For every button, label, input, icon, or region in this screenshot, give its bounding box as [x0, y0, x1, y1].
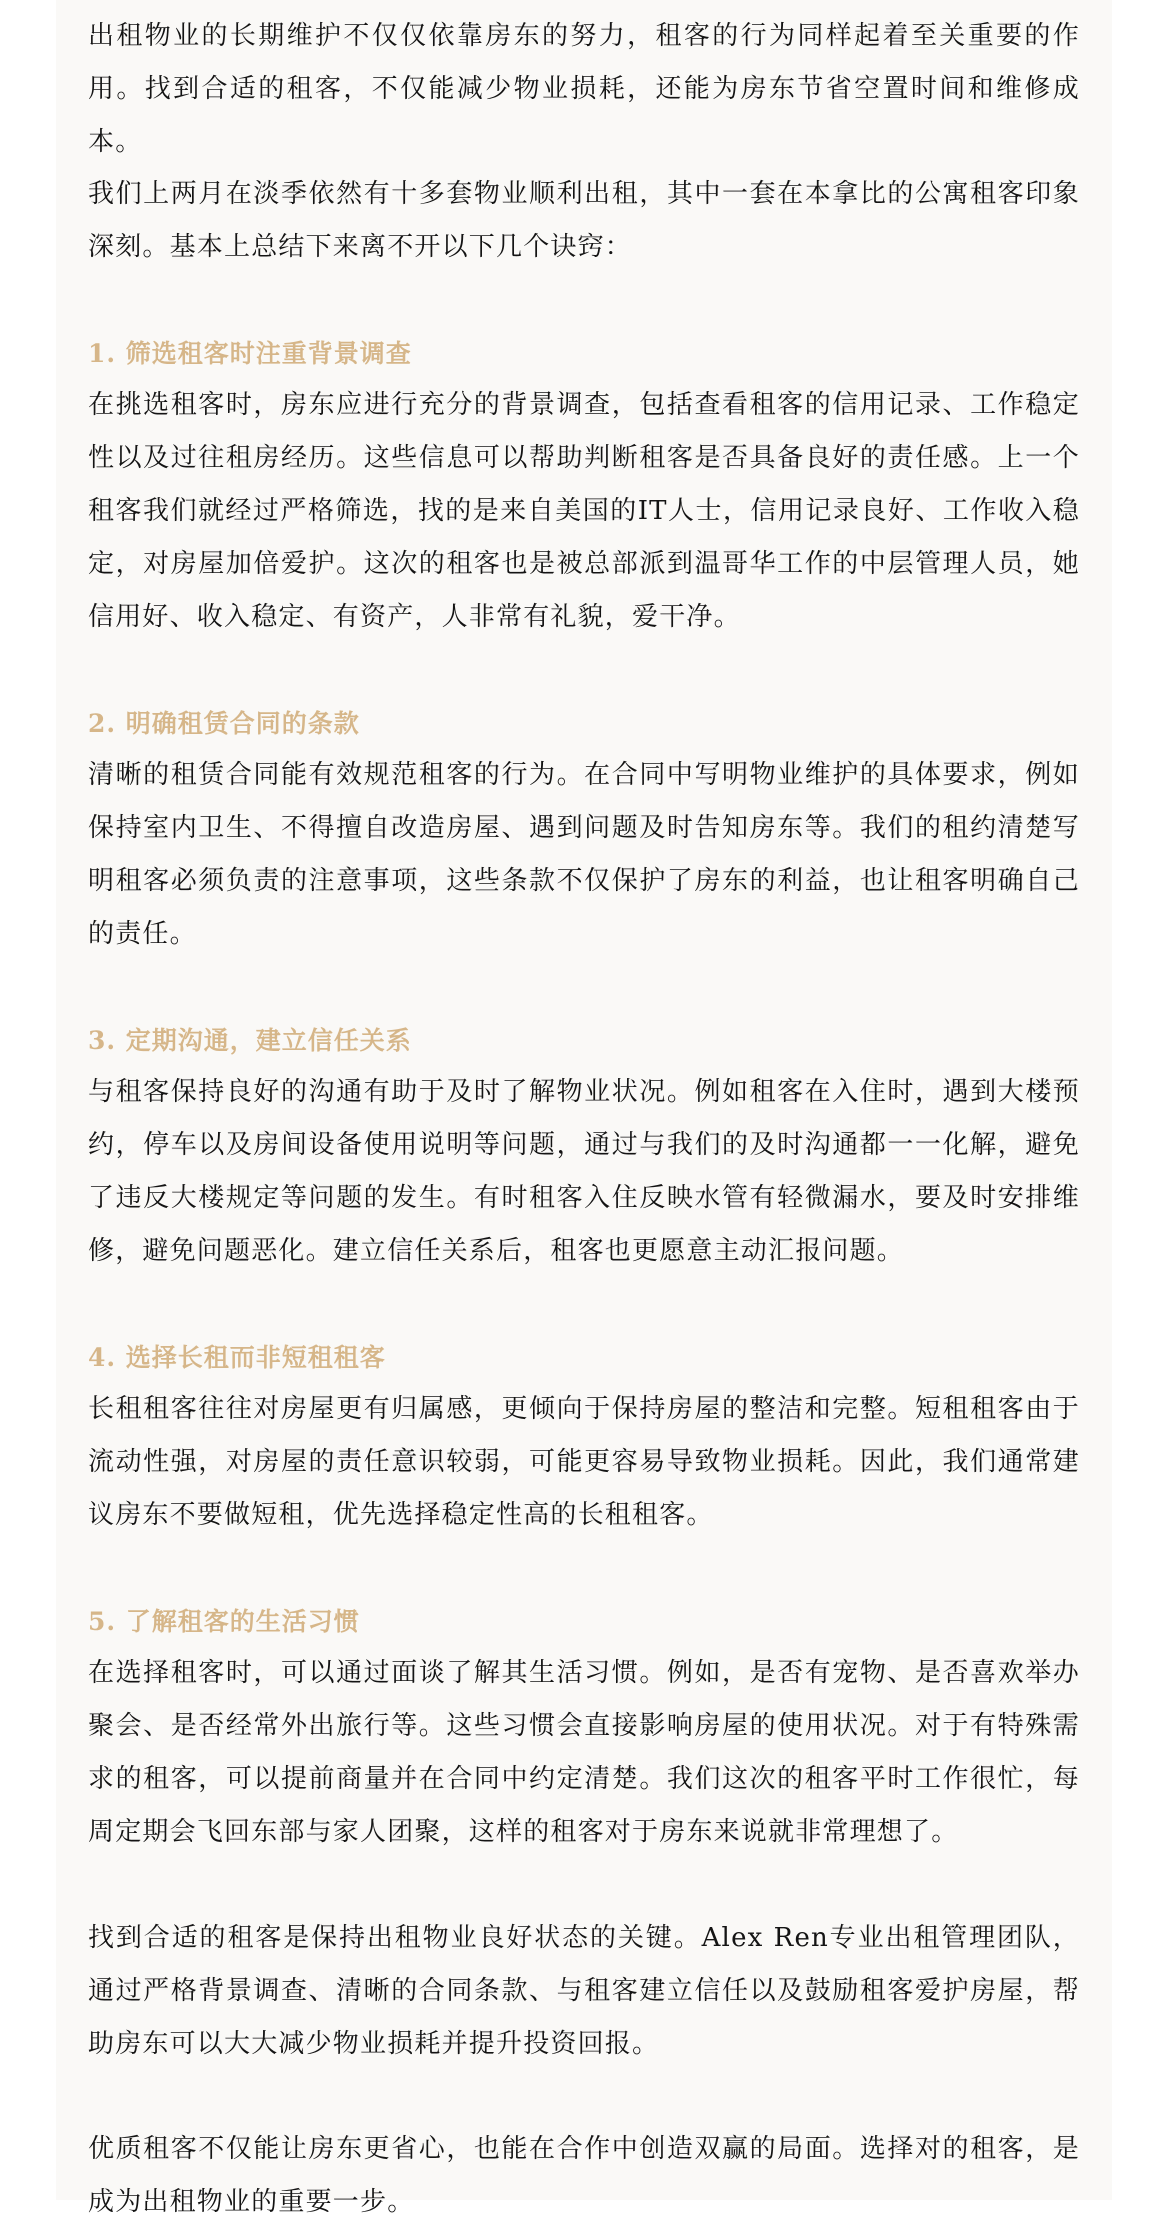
article-container	[56, 0, 1112, 2217]
section-body: 在选择租客时，可以通过面谈了解其生活习惯。例如，是否有宠物、是否喜欢举办聚会、是否经常外出旅行等。这些习惯会直接影响房屋的使用状况。对于有特殊需求的租客，可以提前商量并在合同中约定清楚。我们这次的租客平时工作很忙，每周定期会飞回东部与家人团聚，这样的租客对于房东来说就非常理想了。	[88, 1658, 1080, 1847]
section-heading: 2. 明确租赁合同的条款	[88, 709, 360, 738]
section-heading: 3. 定期沟通，建立信任关系	[88, 1026, 412, 1055]
intro-paragraph: 出租物业的长期维护不仅仅依靠房东的努力，租客的行为同样起着至关重要的作用。找到合适的租客，不仅能减少物业损耗，还能为房东节省空置时间和维修成本。	[88, 21, 1080, 157]
section-heading: 5. 了解租客的生活习惯	[88, 1607, 360, 1636]
conclusion-paragraph: 找到合适的租客是保持出租物业良好状态的关键。Alex Ren专业出租管理团队，通过严格背景调查、清晰的合同条款、与租客建立信任以及鼓励租客爱护房屋，帮助房东可以大大减少物业损耗并提升投资回报。	[88, 1923, 1080, 2059]
section-body: 在挑选租客时，房东应进行充分的背景调查，包括查看租客的信用记录、工作稳定性以及过往租房经历。这些信息可以帮助判断租客是否具备良好的责任感。上一个租客我们就经过严格筛选，找的是来自美国的IT人士，信用记录良好、工作收入稳定，对房屋加倍爱护。这次的租客也是被总部派到温哥华工作的中层管理人员，她信用好、收入稳定、有资产，人非常有礼貌，爱干净。	[88, 390, 1080, 632]
section-heading: 4. 选择长租而非短租租客	[88, 1343, 386, 1372]
section-body: 清晰的租赁合同能有效规范租客的行为。在合同中写明物业维护的具体要求，例如保持室内卫生、不得擅自改造房屋、遇到问题及时告知房东等。我们的租约清楚写明租客必须负责的注意事项，这些条款不仅保护了房东的利益，也让租客明确自己的责任。	[88, 760, 1080, 949]
section-heading: 1. 筛选租客时注重背景调查	[88, 339, 412, 368]
section-body: 与租客保持良好的沟通有助于及时了解物业状况。例如租客在入住时，遇到大楼预约，停车以及房间设备使用说明等问题，通过与我们的及时沟通都一一化解，避免了违反大楼规定等问题的发生。有时租客入住反映水管有轻微漏水，要及时安排维修，避免问题恶化。建立信任关系后，租客也更愿意主动汇报问题。	[88, 1077, 1080, 1266]
conclusion-paragraph: 优质租客不仅能让房东更省心，也能在合作中创造双赢的局面。选择对的租客，是成为出租物业的重要一步。	[88, 2134, 1080, 2217]
intro-paragraph: 我们上两月在淡季依然有十多套物业顺利出租，其中一套在本拿比的公寓租客印象深刻。基本上总结下来离不开以下几个诀窍：	[88, 179, 1080, 262]
section-body: 长租租客往往对房屋更有归属感，更倾向于保持房屋的整洁和完整。短租租客由于流动性强，对房屋的责任意识较弱，可能更容易导致物业损耗。因此，我们通常建议房东不要做短租，优先选择稳定性高的长租租客。	[88, 1394, 1080, 1530]
